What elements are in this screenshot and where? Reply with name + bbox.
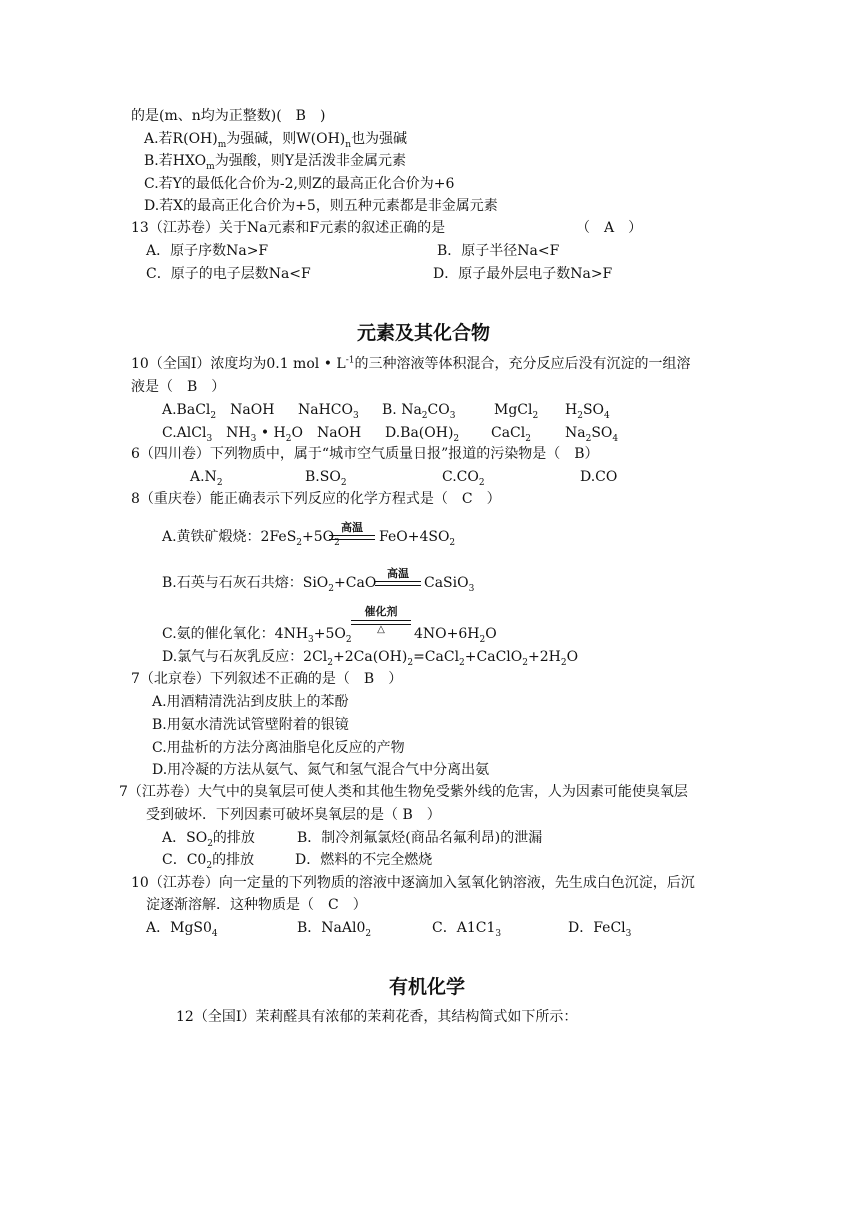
equation-a: A.黄铁矿煅烧：$2FeS_2+5O_2$ [162,529,340,548]
option-d-part: CaCl$_2$ [491,425,531,444]
question-13: 13（江苏卷）关于Na元素和F元素的叙述正确的是 [131,220,446,236]
option-c: C．$A1C1_3$ [432,920,502,939]
equation-b: B.石英与石灰石共熔：SiO$_2$+CaO [162,575,377,594]
heat-symbol: △ [377,624,385,635]
option-a: A.BaCl$_2$ NaOH [162,402,275,421]
section-title: 有机化学 [389,976,466,998]
option-d: D.用冷凝的方法从氨气、氮气和氢气混合气中分离出氨 [152,762,490,778]
option-a: A．$MgS0_4$ [146,920,218,939]
option-c: C.若Y的最低化合价为-2,则Z的最高正化合价为+6 [144,176,455,192]
option-b: B.用氨水清洗试管壁附着的银镜 [152,717,349,733]
option-b: $B.SO_2$ [305,469,347,488]
equation-a-product: $FeO+4SO_2$ [379,529,456,548]
option-a: A.若$R(OH)_m$为强碱，则$W(OH)_n$也为强碱 [144,131,408,150]
section-title: 元素及其化合物 [357,322,491,344]
question-7-jiangsu: 7（江苏卷）大气中的臭氧层可使人类和其他生物免受紫外线的危害，人为因素可能使臭氧层 [119,784,688,800]
equation-c: C.氨的催化氧化：$4NH_3+5O_2$ [162,626,352,645]
option-c: C.AlCl$_3$ $NH_3$ • $H_2O$ NaOH [162,425,362,444]
option-a: A．原子序数Na>F [146,243,269,259]
option-d: D.CO [580,469,618,485]
option-a: A．$SO_2$的排放 [162,830,255,849]
question-7: 7（北京卷）下列叙述不正确的是（ B ） [131,671,403,687]
option-b: B.若$HXO_m$为强酸，则Y是活泼非金属元素 [144,153,406,172]
option-d: D．原子最外层电子数Na>F [433,266,613,282]
option-b: B．$NaAl0_2$ [297,920,372,939]
option-c: C.用盐析的方法分离油脂皂化反应的产物 [152,740,405,756]
equals-arrow [329,535,375,540]
question-stem: 的是(m、n均为正整数)( B ) [131,108,326,124]
option-b-part: MgCl$_2$ [494,402,539,421]
option-a: A.用酒精清洗沾到皮肤上的苯酚 [152,694,349,710]
option-d: D．燃料的不完全燃烧 [295,852,433,868]
reaction-condition: 催化剂 [364,605,398,618]
equation-b-product: CaSiO$_3$ [424,575,475,594]
option-c: C．$C0_2$的排放 [162,852,255,871]
option-a-part: NaHCO$_3$ [298,402,359,421]
option-a: $A.N_2$ [190,469,223,488]
equation-c-product: $4NO+6H_2O$ [414,626,497,645]
option-b: B. $Na_2CO_3$ [382,402,456,421]
question-10: 10（全国Ⅰ）浓度均为0.1 mol • $L^{-1}$的三种溶液等体积混合，充分反应后没有沉淀的一组溶 [131,355,691,372]
question-12: 12（全国Ⅰ）茉莉醛具有浓郁的茉莉花香，其结构简式如下所示： [176,1009,578,1025]
option-b-part: $H_2SO_4$ [565,402,610,421]
reaction-condition: 高温 [341,521,363,534]
option-b: B．制冷剂氟氯烃(商品名氟利昂)的泄漏 [297,830,543,846]
option-d: D．FeCl$_3$ [568,920,632,939]
equals-arrow [375,581,421,586]
option-c: C．原子的电子层数Na<F [146,266,311,282]
question-10-cont: 液是（ B ） [131,379,226,395]
reaction-condition: 高温 [387,567,409,580]
equation-d: D.氯气与石灰乳反应：$2Cl_2+2Ca(OH)_2=CaCl_2+CaClO_2+2H_2O$ [162,649,579,668]
option-d-part: $Na_2SO_4$ [565,425,619,444]
question-7-jiangsu-cont: 受到破坏．下列因素可破坏臭氧层的是（ B ） [146,807,441,823]
option-d: $D.Ba(OH)_2$ [385,425,460,444]
option-b: B．原子半径Na<F [437,243,560,259]
question-8: 8（重庆卷）能正确表示下列反应的化学方程式是（ C ） [131,491,501,507]
question-6: 6（四川卷）下列物质中，属于“城市空气质量日报”报道的污染物是（ B） [131,446,599,462]
option-d: D.若X的最高正化合价为+5，则五种元素都是非金属元素 [144,198,498,214]
option-c: $C.CO_2$ [442,469,485,488]
answer-bracket: （ A ） [576,220,643,236]
question-10-jiangsu: 10（江苏卷）向一定量的下列物质的溶液中逐滴加入氢氧化钠溶液，先生成白色沉淀，后沉 [131,875,695,891]
question-10-jiangsu-cont: 淀逐渐溶解．这种物质是（ C ） [146,897,367,913]
